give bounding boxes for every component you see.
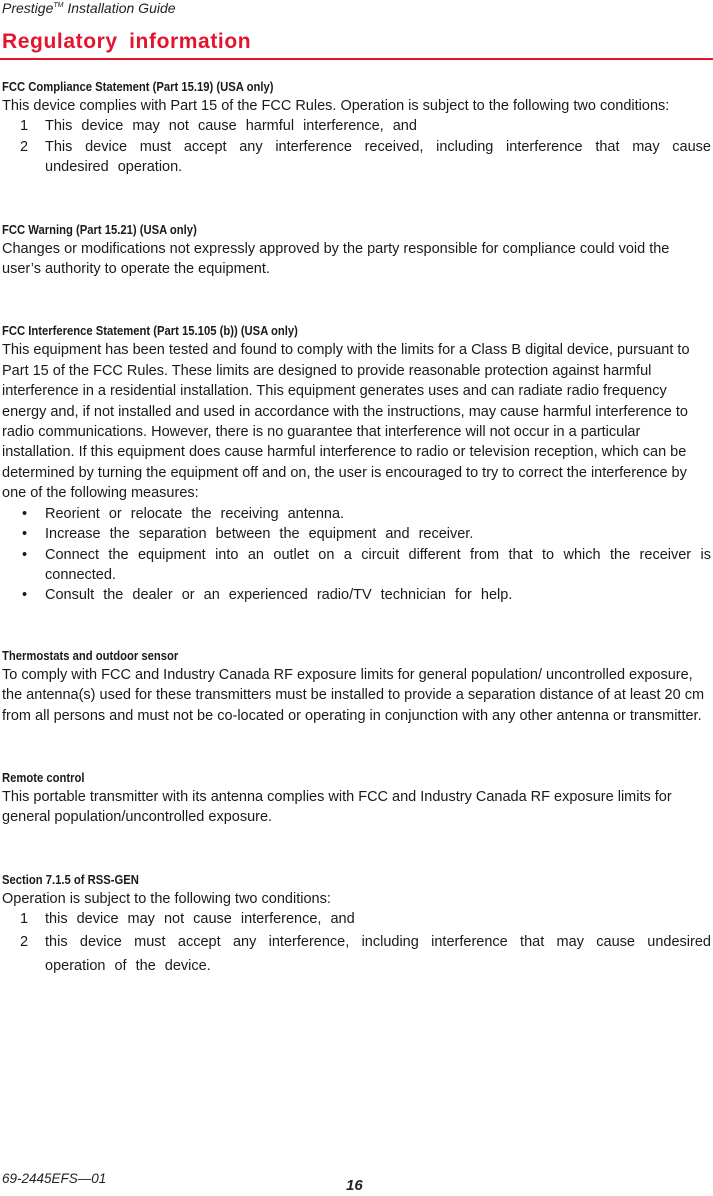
section-heading: Section 7.1.5 of RSS-GEN <box>2 872 139 887</box>
bullet-marker: • <box>22 526 28 543</box>
list-item-text: Consult the dealer or an experienced radio/TV technician for help. <box>45 587 513 604</box>
numbered-list <box>2 116 711 177</box>
section-paragraph: Changes or modifications not expressly approved by the party responsible for compliance could void the user’s authority to operate the equipment. <box>2 240 670 278</box>
list-item <box>2 930 711 978</box>
numbered-list <box>2 909 711 977</box>
list-item-text: Connect the equipment into an outlet on a circuit different from that to which the receiver is connected. <box>45 546 711 583</box>
page-number: 16 <box>346 1177 363 1194</box>
list-number: 2 <box>20 138 29 155</box>
guide-suffix: Installation Guide <box>63 0 176 16</box>
section-heading: FCC Compliance Statement (Part 15.19) (USA only) <box>2 80 274 94</box>
list-item-text: Increase the separation between the equipment and receiver. <box>45 526 474 543</box>
section-paragraph: To comply with FCC and Industry Canada RF exposure limits for general population/ uncontrolled exposure, the antenna(s) used for these transmitters must be installed to provide a separation distance of at least 20 cm from all persons and must not be co-located or operating in conjunction with any other antenna or transmitter. <box>2 666 705 724</box>
section-heading: FCC Interference Statement (Part 15.105 (b)) (USA only) <box>2 324 298 339</box>
list-number: 2 <box>20 933 29 950</box>
list-number: 1 <box>20 118 29 135</box>
section-paragraph: This portable transmitter with its antenna complies with FCC and Industry Canada RF exposure limits for general population/uncontrolled exposure. <box>2 788 672 826</box>
section-paragraph: Operation is subject to the following two conditions: <box>2 890 331 907</box>
bullet-marker: • <box>22 546 28 563</box>
list-item-text: This device must accept any interference received, including interference that may cause undesired operation. <box>45 138 711 176</box>
title-divider <box>0 58 713 60</box>
bullet-marker: • <box>22 505 28 522</box>
list-number: 1 <box>20 911 29 928</box>
guide-name: Prestige <box>2 0 54 16</box>
bullet-list <box>2 504 711 606</box>
section-paragraph: This device complies with Part 15 of the FCC Rules. Operation is subject to the following two conditions: <box>2 98 670 114</box>
section-heading: Remote control <box>2 770 85 785</box>
list-item <box>2 585 711 605</box>
list-item <box>2 524 711 544</box>
list-item-text: Reorient or relocate the receiving antenna. <box>45 505 345 522</box>
section-heading: Thermostats and outdoor sensor <box>2 648 179 663</box>
list-item <box>2 116 711 136</box>
list-item <box>2 545 711 586</box>
list-item <box>2 137 711 178</box>
page-title: Regulatory information <box>2 30 252 53</box>
guide-header <box>2 0 176 16</box>
list-item-text: this device must accept any interference, including interference that may cause undesired operation of the device. <box>45 933 711 974</box>
section-rss-gen <box>2 871 711 978</box>
list-item-text: This device may not cause harmful interference, and <box>45 118 417 135</box>
document-number: 69-2445EFS—01 <box>2 1171 107 1186</box>
bullet-marker: • <box>22 587 28 604</box>
trademark-mark: TM <box>53 2 64 9</box>
section-remote-control <box>2 769 711 828</box>
section-heading: FCC Warning (Part 15.21) (USA only) <box>2 222 197 237</box>
section-thermostats <box>2 647 711 726</box>
list-item <box>2 504 711 524</box>
list-item-text: this device may not cause interference, and <box>45 911 355 928</box>
list-item <box>2 909 711 929</box>
document-body <box>2 78 711 978</box>
section-fcc-warning <box>2 221 711 280</box>
section-fcc-compliance <box>2 78 711 178</box>
section-fcc-interference <box>2 322 711 605</box>
section-paragraph: This equipment has been tested and found to comply with the limits for a Class B digital device, pursuant to Part 15 of the FCC Rules. These limits are designed to provide reasonable protection against harmful interference in a residential installation. This equipment generates uses and can radiate radio frequency energy and, if not installed and used in accordance with the instructions, may cause harmful interference to radio communications. However, there is no guarantee that interference will not occur in a particular installation. If this equipment does cause harmful interference to radio or television reception, which can be determined by turning the equipment off and on, the user is encouraged to try to correct the interference by one of the following measures: <box>2 342 690 502</box>
